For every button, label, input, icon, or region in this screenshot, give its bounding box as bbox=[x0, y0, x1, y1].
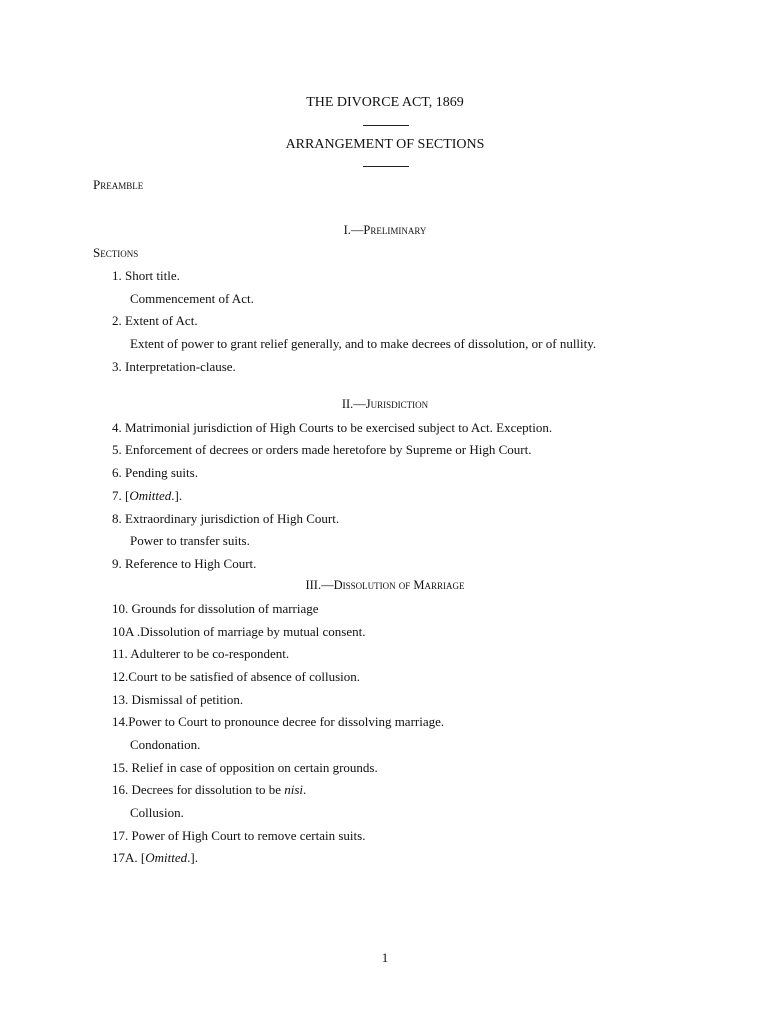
list-item: 3. Interpretation-clause. bbox=[112, 359, 236, 374]
list-item-italic: Omitted bbox=[129, 488, 172, 503]
page-number: 1 bbox=[381, 950, 389, 965]
list-item: Extent of power to grant relief generally, and to make decrees of dissolution, or of nullity. bbox=[130, 336, 597, 351]
title-divider bbox=[363, 125, 409, 126]
list-item: 13. Dismissal of petition. bbox=[112, 692, 244, 707]
list-item-text: .]. bbox=[171, 488, 183, 503]
list-item: 9. Reference to High Court. bbox=[112, 556, 257, 571]
list-item: 12.Court to be satisfied of absence of collusion. bbox=[112, 669, 361, 684]
list-item: 10A .Dissolution of marriage by mutual consent. bbox=[112, 624, 366, 639]
list-item: 4. Matrimonial jurisdiction of High Courts to be exercised subject to Act. Exception. bbox=[112, 420, 553, 435]
list-item: 5. Enforcement of decrees or orders made heretofore by Supreme or High Court. bbox=[112, 442, 532, 457]
list-item: Power to transfer suits. bbox=[130, 533, 250, 548]
list-item: 1. Short title. bbox=[112, 268, 180, 283]
list-item: Collusion. bbox=[130, 805, 184, 820]
sections-label: Sections bbox=[93, 245, 139, 260]
document-subtitle: ARRANGEMENT OF SECTIONS bbox=[285, 137, 485, 152]
list-item-italic: Omitted bbox=[145, 850, 188, 865]
list-item: 8. Extraordinary jurisdiction of High Court. bbox=[112, 511, 340, 526]
list-item: 2. Extent of Act. bbox=[112, 313, 198, 328]
part-heading-jurisdiction: II.—Jurisdiction bbox=[341, 397, 429, 411]
list-item-text: 16. Decrees for dissolution to be bbox=[112, 782, 285, 797]
list-item-text: 7. [ bbox=[112, 488, 130, 503]
list-item: Condonation. bbox=[130, 737, 201, 752]
list-item: 15. Relief in case of opposition on certain grounds. bbox=[112, 760, 378, 775]
list-item bbox=[112, 488, 182, 504]
list-item: 6. Pending suits. bbox=[112, 465, 198, 480]
document-title: THE DIVORCE ACT, 1869 bbox=[306, 95, 464, 110]
list-item-text: .]. bbox=[187, 850, 198, 865]
subtitle-divider bbox=[363, 166, 409, 167]
list-item: 14.Power to Court to pronounce decree for dissolving marriage. bbox=[112, 714, 445, 729]
list-item: 10. Grounds for dissolution of marriage bbox=[112, 601, 319, 616]
list-item-italic: nisi bbox=[284, 782, 304, 797]
part-heading-dissolution: III.—Dissolution of Marriage bbox=[305, 578, 465, 592]
list-item: Commencement of Act. bbox=[130, 291, 254, 306]
list-item bbox=[112, 850, 198, 866]
list-item bbox=[112, 782, 306, 798]
list-item-text: . bbox=[303, 782, 307, 797]
preamble-label: Preamble bbox=[93, 177, 144, 192]
part-heading-preliminary: I.—Preliminary bbox=[343, 223, 427, 237]
list-item: 17. Power of High Court to remove certain suits. bbox=[112, 828, 366, 843]
list-item: 11. Adulterer to be co-respondent. bbox=[112, 646, 290, 661]
list-item-text: 17A. [ bbox=[112, 850, 146, 865]
